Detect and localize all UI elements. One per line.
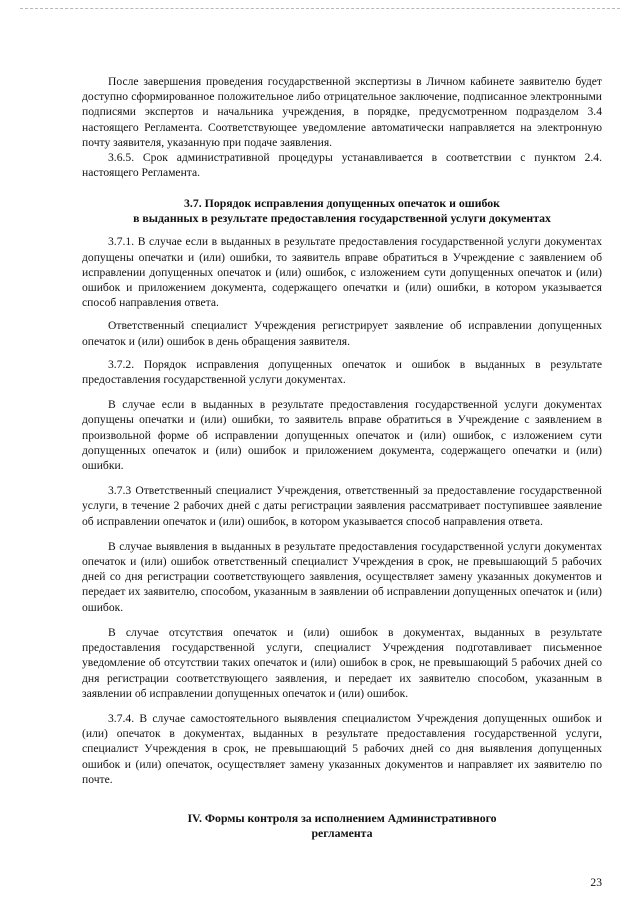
paragraph-3-6-5: 3.6.5. Срок административной процедуры устанавливается в соответствии с пунктом 2.4. настоящего Регламента. xyxy=(82,151,602,180)
paragraph-3-7-1: 3.7.1. В случае если в выданных в результате предоставления государственной услуги документах допущены опечатки и (или) ошибки, то заявитель вправе обратиться в Учреждение с заявлением об исправлении допущенных опечаток и (или) ошибок, с изложением сути допущенных опечаток и (или) ошибок и приложением документа, содержащего опечатки и (или) ошибки, в котором указывается способ направления ответа. xyxy=(82,235,602,310)
section-heading-line-2: в выданных в результате предоставления государственной услуги документах xyxy=(133,211,551,226)
paragraph-errors-found: В случае выявления в выданных в результате предоставления государственной услуги документах опечаток и (или) ошибок ответственный специалист Учреждения в срок, не превышающий 5 рабочих дней со дня регистрации соответствующего заявления, осуществляет замену указанных документов и передает их заявителю, способом, указанным в заявлении об исправлении допущенных опечаток и (или) ошибок. xyxy=(82,539,602,614)
chapter-heading-4 xyxy=(82,811,602,841)
paragraph-intro-1: После завершения проведения государственной экспертизы в Личном кабинете заявителю будет доступно сформированное положительное либо отрицательное заключение, подписанное электронными подписями экспертов и начальника учреждения, в порядке, предусмотренном подразделом 3.4 настоящего Регламента. Соответствующее уведомление автоматически направляется на электронную почту заявителя, указанную при подаче заявления. xyxy=(82,75,602,149)
paragraph-registration: Ответственный специалист Учреждения регистрирует заявление об исправлении допущенных опечаток и (или) ошибок в день обращения заявителя. xyxy=(82,319,602,348)
section-heading-3-7 xyxy=(82,196,602,226)
top-scan-rule xyxy=(20,8,620,9)
document-page xyxy=(82,74,602,841)
paragraph-no-errors: В случае отсутствия опечаток и (или) ошибок в документах, выданных в результате предоставления государственной услуги, специалист Учреждения подготавливает письменное уведомление об отсутствии таких опечаток и (или) ошибок в срок, не превышающий 5 рабочих дней со дня регистрации соответствующего заявления, и передает их заявителю способом, указанным в заявлении об исправлении допущенных опечаток и (или) ошибок. xyxy=(82,625,602,700)
paragraph-3-7-3: 3.7.3 Ответственный специалист Учреждения, ответственный за предоставление государственной услуги, в течение 2 рабочих дней с даты регистрации заявления рассматривает поступившее заявление об исправлении опечаток и (или) ошибок, в котором указывается способ направления ответа. xyxy=(82,484,602,528)
paragraph-3-7-2: 3.7.2. Порядок исправления допущенных опечаток и ошибок в выданных в результате предоставления государственной услуги документах. xyxy=(82,357,602,387)
page-number: 23 xyxy=(590,876,602,889)
paragraph-free-form-request: В случае если в выданных в результате предоставления государственной услуги документах допущены опечатки и (или) ошибки, то заявитель вправе обратиться в Учреждение с заявлением в произвольной форме об исправлении допущенных опечаток и (или) ошибок, с изложением сути допущенных опечаток и (или) ошибок и приложением документа, содержащего опечатки и (или) ошибки. xyxy=(82,398,602,473)
chapter-heading-line-2: регламента xyxy=(311,825,373,840)
chapter-heading-line-1: IV. Формы контроля за исполнением Административного xyxy=(187,810,497,825)
paragraph-3-7-4: 3.7.4. В случае самостоятельного выявления специалистом Учреждения допущенных ошибок и (или) опечаток в документах, выданных в результате предоставления государственной услуги, специалист Учреждения в срок, не превышающий 5 рабочих дней со дня выявления допущенных ошибок и (или) опечаток, осуществляет замену указанных документов и направляет их заявителю по почте. xyxy=(82,711,602,786)
section-heading-line-1: 3.7. Порядок исправления допущенных опечаток и ошибок xyxy=(184,196,500,211)
